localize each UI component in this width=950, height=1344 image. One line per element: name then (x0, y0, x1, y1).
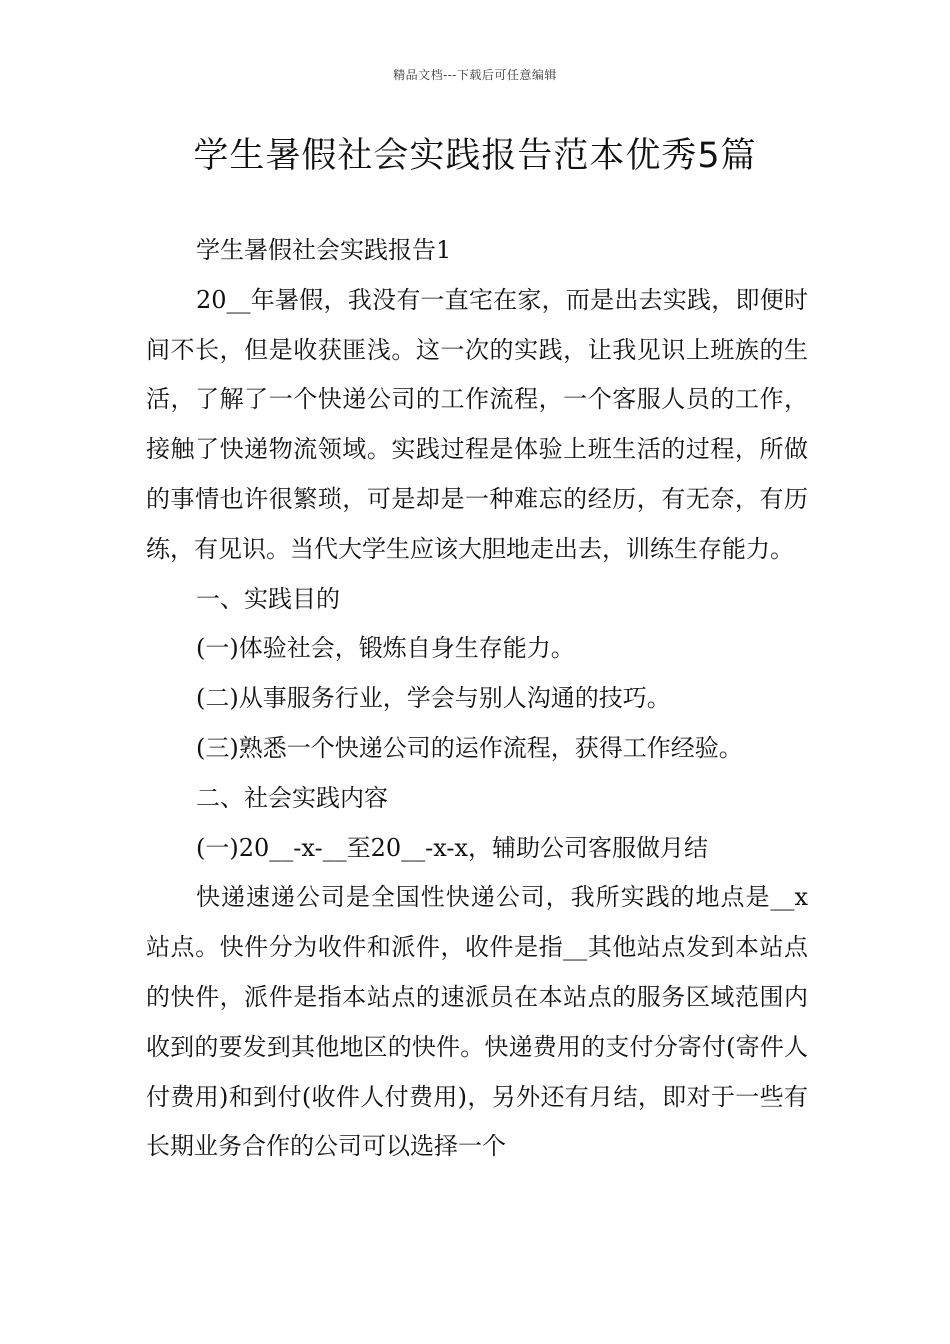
goal-item-1: (一)体验社会，锻炼自身生存能力。 (196, 634, 575, 663)
intro-paragraph: 20__年暑假，我没有一直宅在家，而是出去实践，即便时间不长，但是收获匪浅。这一次的实践，让我见识上班族的生活，了解了一个快递公司的工作流程，一个客服人员的工作，接触了快递物流领域。实践过程是体验上班生活的过程，所做的事情也许很繁琐，可是却是一种难忘的经历，有无奈，有历练，有见识。当代大学生应该大胆地走出去，训练生存能力。 (146, 285, 808, 563)
content-item-1: (一)20__-x-__至20__-x-x，辅助公司客服做月结 (196, 833, 709, 862)
document-body (146, 226, 808, 1172)
heading-practice-content: 二、社会实践内容 (196, 783, 388, 812)
goal-item-2: (二)从事服务行业，学会与别人沟通的技巧。 (196, 684, 671, 713)
company-paragraph: 快递速递公司是全国性快递公司，我所实践的地点是__x站点。快件分为收件和派件，收件是指__其他站点发到本站点的快件，派件是指本站点的速派员在本站点的服务区域范围内收到的要发到其他地区的快件。快递费用的支付分寄付(寄件人付费用)和到付(收件人付费用)，另外还有月结，即对于一些有长期业务合作的公司可以选择一个 (146, 883, 808, 1161)
header-note: 精品文档---下载后可任意编辑 (393, 68, 557, 82)
section-heading: 学生暑假社会实践报告1 (196, 236, 452, 264)
heading-practice-goals: 一、实践目的 (196, 584, 340, 613)
document-title: 学生暑假社会实践报告范本优秀5篇 (193, 136, 757, 176)
goal-item-3: (三)熟悉一个快递公司的运作流程，获得工作经验。 (196, 733, 743, 762)
